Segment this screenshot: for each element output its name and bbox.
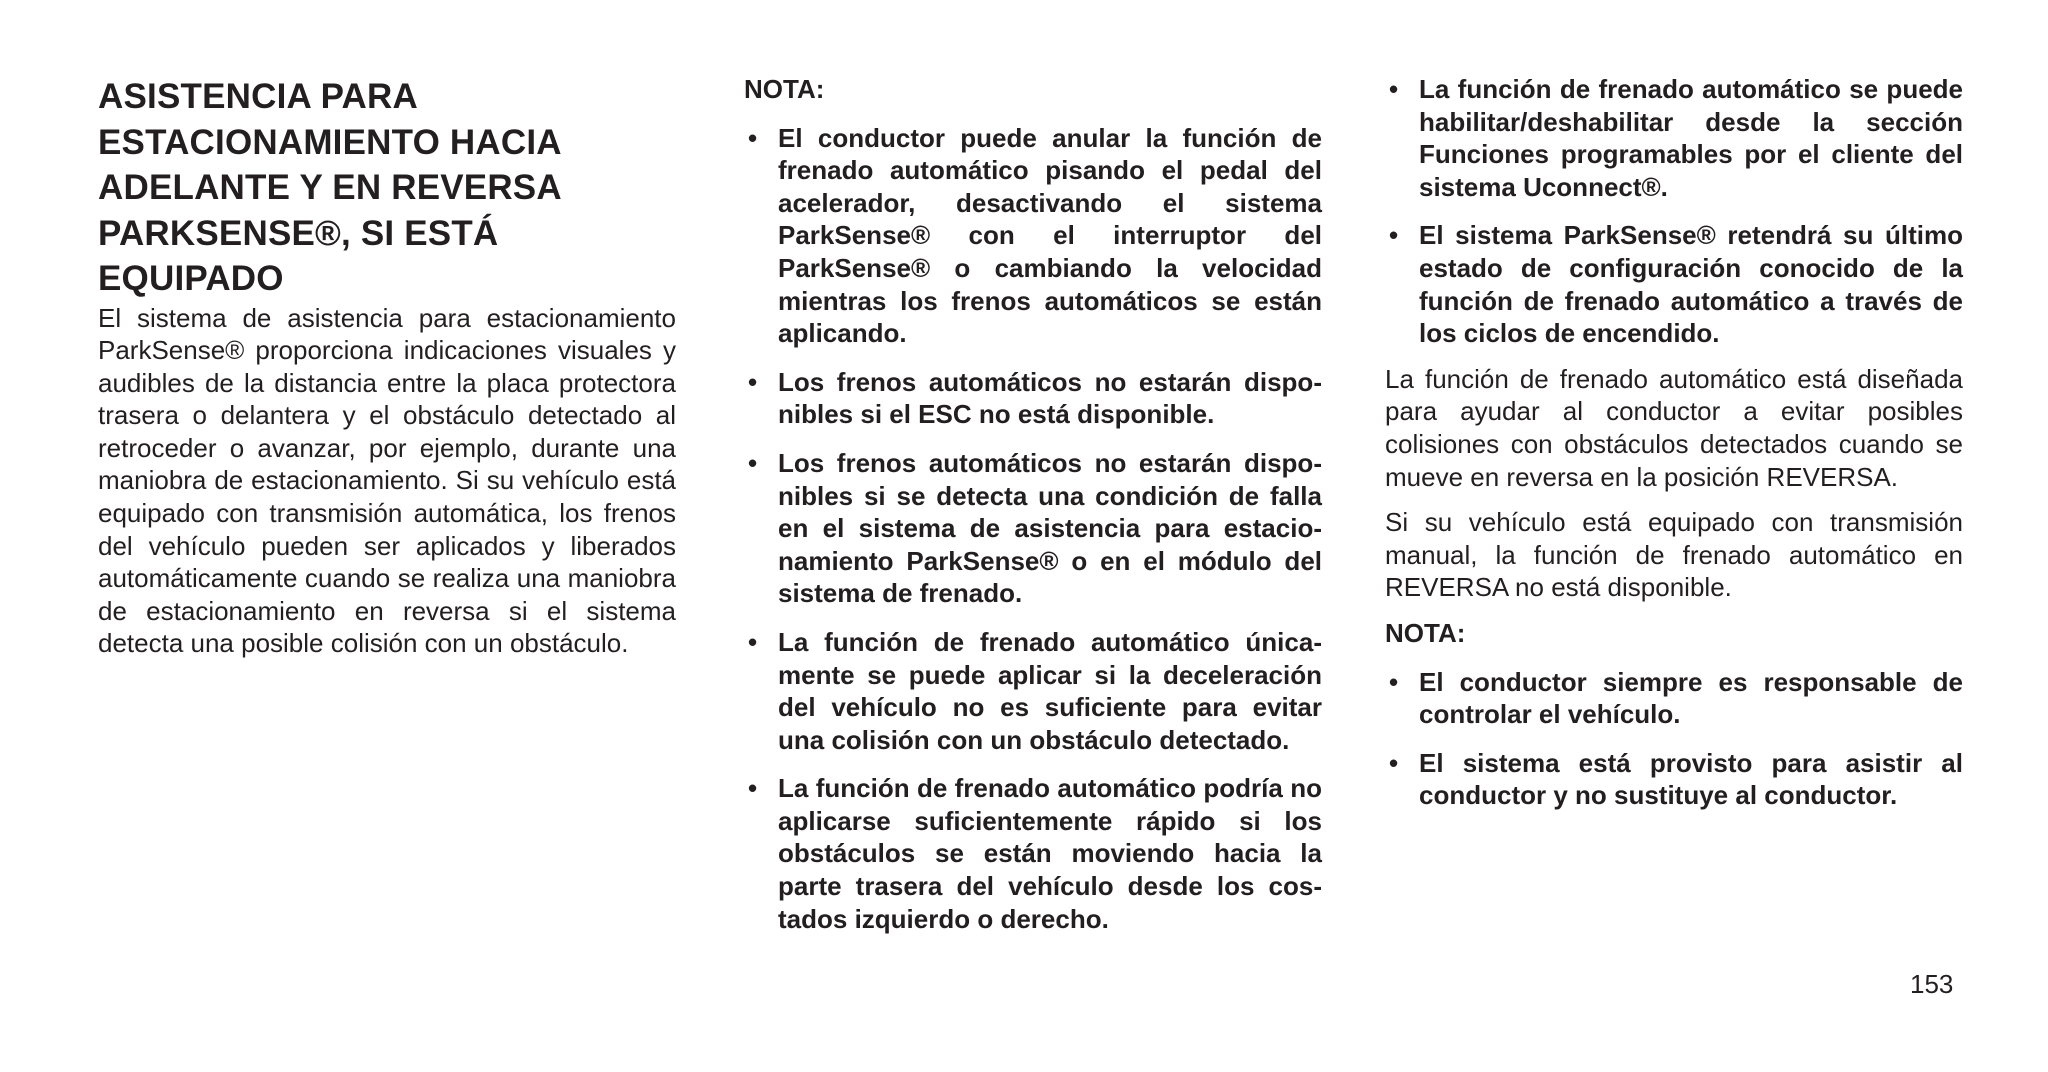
nota-bullet-list [1385, 666, 1963, 812]
middle-column [744, 74, 1322, 951]
right-column [1385, 74, 1963, 828]
bullet-icon: • [1389, 666, 1399, 697]
feature-bullet-list [1385, 73, 1963, 350]
title-line: ESTACIONAMIENTO HACIA [98, 122, 562, 162]
bullet-item [1385, 219, 1963, 349]
title-line: PARKSENSE®, SI ESTÁ [98, 213, 499, 253]
title-line: ASISTENCIA PARA [98, 77, 418, 116]
bullet-text: El conductor puede anular la función de frenado automático pisando el pedal del acelerador, desactivando el sistema ParkSense® con el interruptor del ParkSense® o cambiando la velocidad mientras los frenos automáticos se están aplicando. [778, 122, 1322, 349]
section-title [98, 74, 676, 302]
bullet-text: Los frenos automáticos no estarán disponibles si el ESC no está disponible. [778, 366, 1322, 430]
bullet-text: La función de frenado automático podría no aplicarse suficientemente rápido si los obstáculos se están moviendo hacia la parte trasera del vehículo desde los costados izquierdo o derecho. [778, 773, 1322, 934]
bullet-item [744, 772, 1322, 935]
bullet-item [744, 447, 1322, 610]
bullet-item [744, 122, 1322, 350]
intro-paragraph: El sistema de asistencia para estacionamiento ParkSense® proporciona indicaciones visuales y audibles de la distancia entre la placa protectora trasera o delantera y el obstáculo detectado al retroceder o avanzar, por ejemplo, durante una maniobra de estacionamiento. Si su vehículo está equipado con transmisión automática, los frenos del vehículo pueden ser aplicados y liberados automáticamente cuando se realiza una maniobra de estacionamiento en reversa si el sistema detecta una posible colisión con un obstáculo. [98, 302, 676, 659]
left-column [98, 74, 676, 660]
title-line: ADELANTE Y EN REVERSA [98, 168, 562, 207]
bullet-icon: • [748, 366, 758, 397]
bullet-item [744, 626, 1322, 756]
bullet-text: La función de frenado automático únicamente se puede aplicar si la deceleración del vehículo no es suficiente para evitar una colisión con un obstáculo detectado. [778, 626, 1322, 755]
braking-paragraph: La función de frenado automático está diseñada para ayudar al conductor a evitar posibles colisiones con obstáculos detectados cuando se mueve en reversa en la posición REVERSA. [1385, 363, 1963, 492]
page-number: 153 [1910, 969, 1954, 999]
manual-transmission-paragraph: Si su vehículo está equipado con transmisión manual, la función de frenado automático en REVERSA no está disponible. [1385, 507, 1963, 603]
nota-label: NOTA: [1385, 617, 1466, 648]
bullet-text: El conductor siempre es responsable de controlar el vehículo. [1419, 666, 1963, 730]
bullet-icon: • [748, 447, 758, 478]
bullet-text: El sistema ParkSense® retendrá su último estado de configuración conocido de la función de frenado automático a través de los ciclos de encendido. [1419, 220, 1963, 349]
nota-bullet-list [744, 122, 1322, 936]
bullet-icon: • [1389, 220, 1399, 251]
bullet-icon: • [1389, 74, 1399, 104]
bullet-item [1385, 747, 1963, 812]
bullet-item [1385, 73, 1963, 203]
title-line: EQUIPADO [98, 259, 284, 298]
bullet-item [744, 366, 1322, 431]
bullet-item [1385, 666, 1963, 731]
bullet-icon: • [748, 626, 758, 657]
bullet-text: El sistema está provisto para asistir al conductor y no sustituye al conductor. [1419, 747, 1963, 811]
nota-label: NOTA: [744, 74, 825, 104]
bullet-text: La función de frenado automático se puede habilitar/deshabilitar desde la sección Funciones programables por el cliente del sistema Uconnect®. [1419, 74, 1963, 202]
bullet-icon: • [748, 122, 758, 153]
bullet-icon: • [1389, 747, 1399, 778]
bullet-text: Los frenos automáticos no estarán disponibles si se detecta una condición de falla en el sistema de asistencia para estacionamiento ParkSense® o en el módulo del sistema de frenado. [778, 447, 1322, 609]
bullet-icon: • [748, 773, 758, 804]
